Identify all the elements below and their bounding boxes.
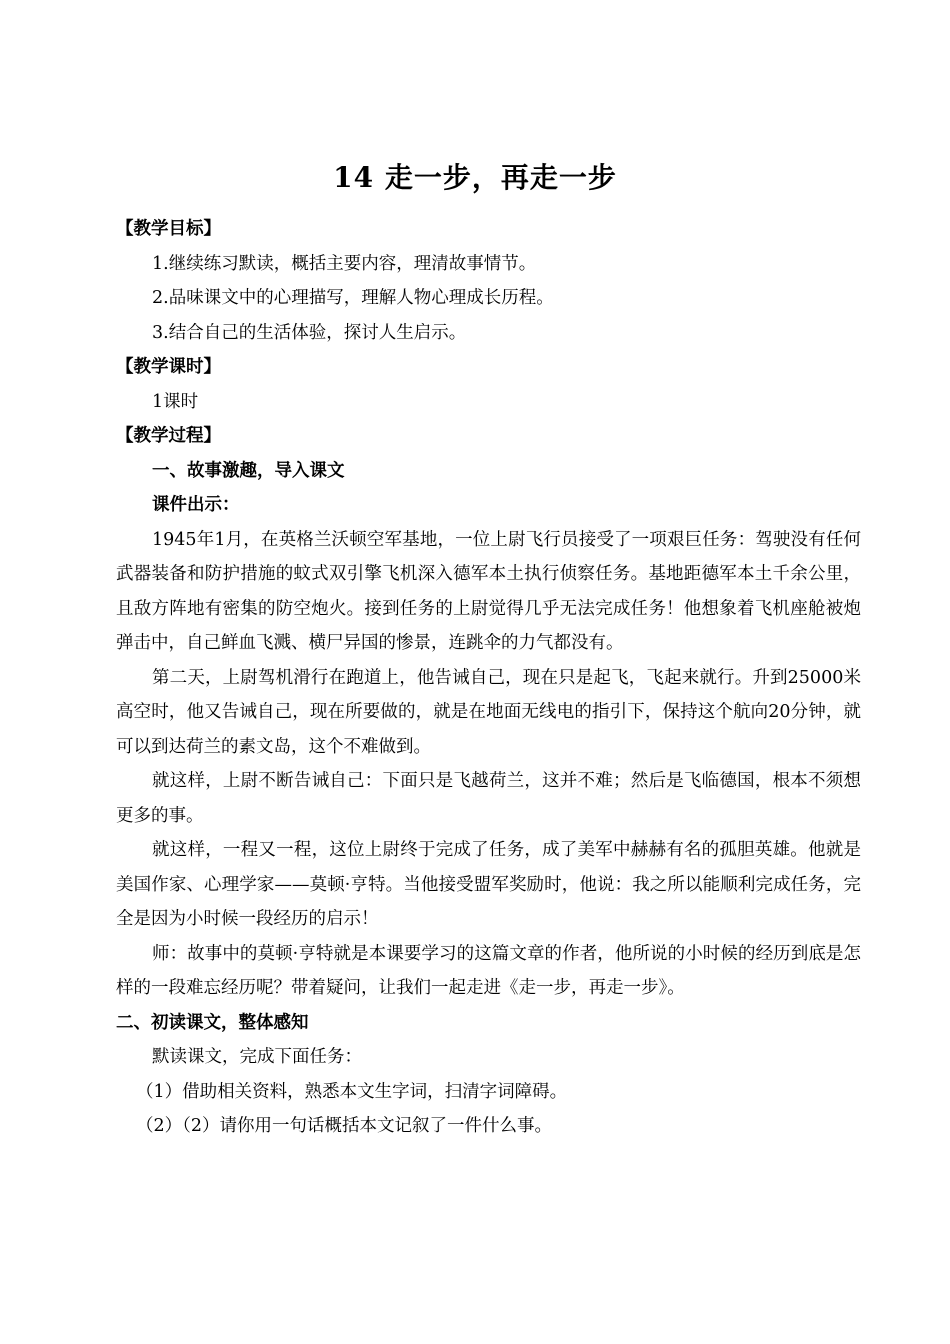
step2-intro: 默读课文，完成下面任务： xyxy=(152,1047,362,1067)
story-paragraph-2: 第二天，上尉驾机滑行在跑道上，他告诫自己，现在只是起飞，飞起来就行。升到25000米高空时，他又告诫自己，现在所要做的，就是在地面无线电的指引下，保持这个航向20分钟，就可以到达荷兰的素文岛，这个不难做到。 xyxy=(116,667,861,757)
hours-value: 1课时 xyxy=(152,391,199,412)
task-item-2: （2）（2）请你用一句话概括本文记叙了一件什么事。 xyxy=(136,1116,553,1136)
story-paragraph-1: 1945年1月，在英格兰沃顿空军基地，一位上尉飞行员接受了一项艰巨任务：驾驶没有任何武器装备和防护措施的蚊式双引擎飞机深入德军本土执行侦察任务。基地距德军本土千余公里，且敌方阵地有密集的防空炮火。接到任务的上尉觉得几乎无法完成任务！他想象着飞机座舱被炮弹击中，自己鲜血飞溅、横尸异国的惨景，连跳伞的力气都没有。 xyxy=(116,529,861,653)
objectives-heading: 【教学目标】 xyxy=(116,219,221,239)
document-title: 14 走一步，再走一步 xyxy=(333,161,617,194)
teacher-paragraph: 师：故事中的莫顿·亨特就是本课要学习的这篇文章的作者，他所说的小时候的经历到底是怎样的一段难忘经历呢？带着疑问，让我们一起走进《走一步，再走一步》。 xyxy=(116,943,861,998)
step1-heading: 一、故事激趣，导入课文 xyxy=(152,460,345,481)
hours-heading: 【教学课时】 xyxy=(116,357,221,377)
story-paragraph-3: 就这样，上尉不断告诫自己：下面只是飞越荷兰，这并不难；然后是飞临德国，根本不须想更多的事。 xyxy=(116,771,861,826)
objective-item-1: 1.继续练习默读，概括主要内容，理清故事情节。 xyxy=(152,253,537,274)
process-heading: 【教学过程】 xyxy=(116,426,221,446)
task-item-1: （1）借助相关资料，熟悉本文生字词，扫清字词障碍。 xyxy=(136,1081,568,1102)
document-body xyxy=(116,212,861,1144)
courseware-label: 课件出示： xyxy=(152,495,240,515)
story-paragraph-4: 就这样，一程又一程，这位上尉终于完成了任务，成了美军中赫赫有名的孤胆英雄。他就是美国作家、心理学家——莫顿·亨特。当他接受盟军奖励时，他说：我之所以能顺利完成任务，完全是因为小时候一段经历的启示！ xyxy=(116,840,861,929)
objective-item-3: 3.结合自己的生活体验，探讨人生启示。 xyxy=(152,322,467,343)
step2-heading: 二、初读课文，整体感知 xyxy=(116,1012,309,1033)
objective-item-2: 2.品味课文中的心理描写，理解人物心理成长历程。 xyxy=(152,288,554,308)
